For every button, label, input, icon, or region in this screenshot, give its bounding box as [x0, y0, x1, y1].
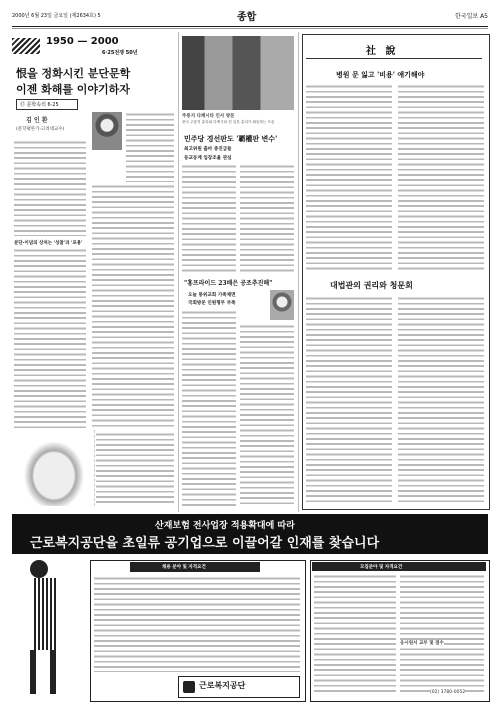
- author-photo: [92, 112, 122, 150]
- ad-recruit-title: 채용 분야 및 자격요건: [162, 565, 206, 570]
- ad-mid-title: 응시원서 교부 및 접수: [400, 641, 444, 646]
- ad-right-title: 모집분야 및 자격요건: [360, 565, 403, 570]
- col3-headline-1: "홍프라이드 23배은 공조추진해": [184, 280, 273, 287]
- org-logo-icon: [183, 681, 195, 693]
- col1-body-d: [96, 432, 174, 506]
- photo-caption-body: 중국 주룽지 총리와 다케시타 전 일본 총리가 회동하는 모습: [182, 120, 275, 124]
- editorial-body-b: [398, 84, 484, 270]
- ad-recruit-body: [94, 576, 300, 672]
- col2-body-a: [182, 164, 236, 274]
- ad-right-body-b: [400, 574, 484, 694]
- ad-phone: (02) 3780-0052: [430, 690, 466, 695]
- series-banner: [12, 36, 172, 58]
- portrait-photo: [270, 290, 294, 320]
- col2-body-c: [182, 310, 236, 506]
- series-wave-icon: [12, 38, 40, 54]
- ad-headline-1: 산재보험 전사업장 적용확대에 따라: [155, 521, 295, 531]
- ad-right-body-a: [314, 574, 396, 694]
- col2-subhead-1: 최고위원 출마 중진급들: [184, 147, 232, 152]
- series-tag: ⑰ 문학속의 6·25: [16, 99, 78, 110]
- col2-body-b: [240, 164, 294, 274]
- editorial-body-a: [306, 84, 392, 270]
- col1-body-a: [14, 140, 86, 236]
- newspaper-name: 한국일보 A5: [454, 13, 488, 20]
- col2-headline: 민주당 경선판도 '覇權판 변수': [184, 134, 278, 143]
- author-title: (문학평론가·고려대교수): [16, 127, 65, 132]
- author-name: 김 인 환: [26, 117, 48, 124]
- editorial-headline-1: 병원 문 잃고 '비용' 얘기해야: [336, 70, 425, 79]
- col2-subhead-2: 동교동계 입장조율 관심: [184, 156, 232, 161]
- section-title: 종합: [237, 12, 257, 23]
- org-name: 근로복지공단: [199, 681, 246, 690]
- editorial-body-c: [306, 296, 392, 504]
- headline-2: 이젠 화해를 이야기하자: [16, 83, 130, 96]
- col1-subhead: 분단·이념의 상처는 '성찰'과 '포용': [14, 241, 83, 246]
- editorial-headline-2: 대법관의 권리와 청문회: [330, 280, 413, 290]
- ad-headline-2: 근로복지공단을 초일류 공기업으로 이끌어갈 인재를 찾습니다: [30, 536, 380, 551]
- col2-body-d: [240, 324, 294, 506]
- editorial-title: 社 說: [366, 46, 399, 57]
- col1-body-c: [92, 184, 174, 428]
- series-subtitle: 6·25전쟁 50년: [102, 50, 138, 56]
- editorial-title-rule: [306, 58, 482, 59]
- ad-logo-box: [178, 676, 300, 698]
- headline-1: 恨을 정화시킨 분단문학: [16, 67, 131, 80]
- series-years: 1950 — 2000: [46, 36, 119, 47]
- page-header: [12, 8, 488, 22]
- col3-subhead-2: 국회방문 인원형무 부족: [188, 301, 236, 306]
- col1-body-b: [14, 248, 86, 428]
- news-photo: [182, 36, 294, 110]
- page-date: 2000년 6월 23일 금요일 (제2634호) 5: [12, 13, 101, 19]
- col3-subhead-1: 오늘 통위교회 가족체면: [188, 293, 236, 298]
- ad-left-illustration: [20, 560, 80, 700]
- photo-caption-title: 주룽지 다케시타 인사 방문: [182, 114, 235, 119]
- col1-body-top: [126, 112, 174, 182]
- editorial-body-d: [398, 296, 484, 504]
- illustration: [14, 430, 95, 506]
